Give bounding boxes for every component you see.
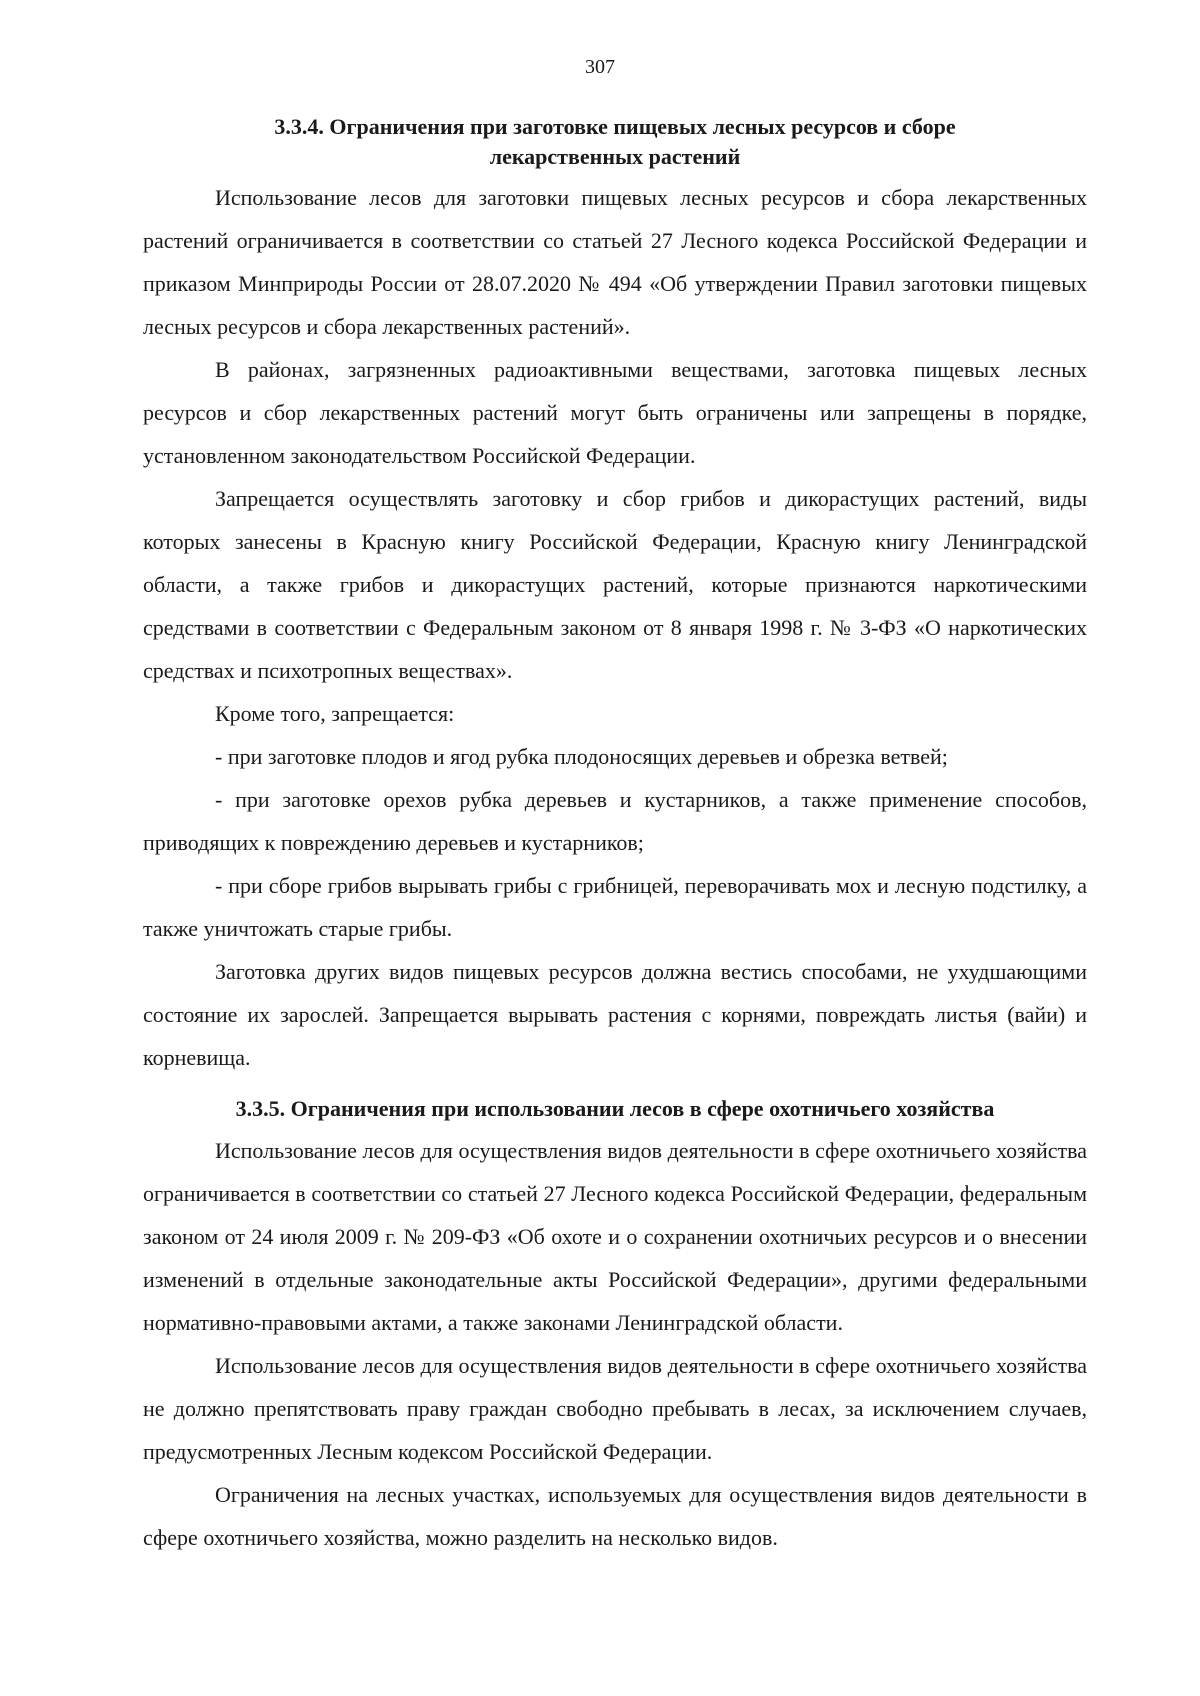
section-heading-3-3-5: 3.3.5. Ограничения при использовании лесов в сфере охотничьего хозяйства <box>235 1096 995 1121</box>
paragraph: В районах, загрязненных радиоактивными веществами, заготовка пищевых лесных ресурсов и сбор лекарственных растений могут быть ограничены или запрещены в порядке, установленном законодательством Российской Федерации. <box>143 357 1087 468</box>
list-item: - при заготовке плодов и ягод рубка плодоносящих деревьев и обрезка ветвей; <box>215 744 948 769</box>
section-heading-3-3-4 <box>143 112 1087 172</box>
list-item: - при сборе грибов вырывать грибы с грибницей, переворачивать мох и лесную подстилку, а также уничтожать старые грибы. <box>143 873 1087 941</box>
page-number: 307 <box>585 56 615 78</box>
page-content <box>143 112 1087 1559</box>
list-item: - при заготовке орехов рубка деревьев и кустарников, а также применение способов, приводящих к повреждению деревьев и кустарников; <box>143 787 1087 855</box>
paragraph: Использование лесов для осуществления видов деятельности в сфере охотничьего хозяйства не должно препятствовать праву граждан свободно пребывать в лесах, за исключением случаев, предусмотренных Лесным кодексом Российской Федерации. <box>143 1353 1087 1464</box>
paragraph: Заготовка других видов пищевых ресурсов должна вестись способами, не ухудшающими состояние их зарослей. Запрещается вырывать растения с корнями, повреждать листья (вайи) и корневища. <box>143 959 1087 1070</box>
section-heading-line-2: лекарственных растений <box>489 144 741 169</box>
paragraph: Кроме того, запрещается: <box>215 701 455 726</box>
paragraph: Использование лесов для заготовки пищевых лесных ресурсов и сбора лекарственных растений ограничивается в соответствии со статьей 27 Лесного кодекса Российской Федерации и приказом Минприроды России от 28.07.2020 № 494 «Об утверждении Правил заготовки пищевых лесных ресурсов и сбора лекарственных растений». <box>143 185 1087 339</box>
section-heading-line-1: 3.3.4. Ограничения при заготовке пищевых лесных ресурсов и сборе <box>274 114 956 139</box>
paragraph: Ограничения на лесных участках, используемых для осуществления видов деятельности в сфере охотничьего хозяйства, можно разделить на несколько видов. <box>143 1482 1087 1550</box>
paragraph: Использование лесов для осуществления видов деятельности в сфере охотничьего хозяйства ограничивается в соответствии со статьей 27 Лесного кодекса Российской Федерации, федеральным законом от 24 июля 2009 г. № 209-ФЗ «Об охоте и о сохранении охотничьих ресурсов и о внесении изменений в отдельные законодательные акты Российской Федерации», другими федеральными нормативно-правовыми актами, а также законами Ленинградской области. <box>143 1138 1087 1335</box>
paragraph: Запрещается осуществлять заготовку и сбор грибов и дикорастущих растений, виды которых занесены в Красную книгу Российской Федерации, Красную книгу Ленинградской области, а также грибов и дикорастущих растений, которые признаются наркотическими средствами в соответствии с Федеральным законом от 8 января 1998 г. № 3-ФЗ «О наркотических средствах и психотропных веществах». <box>143 486 1087 683</box>
